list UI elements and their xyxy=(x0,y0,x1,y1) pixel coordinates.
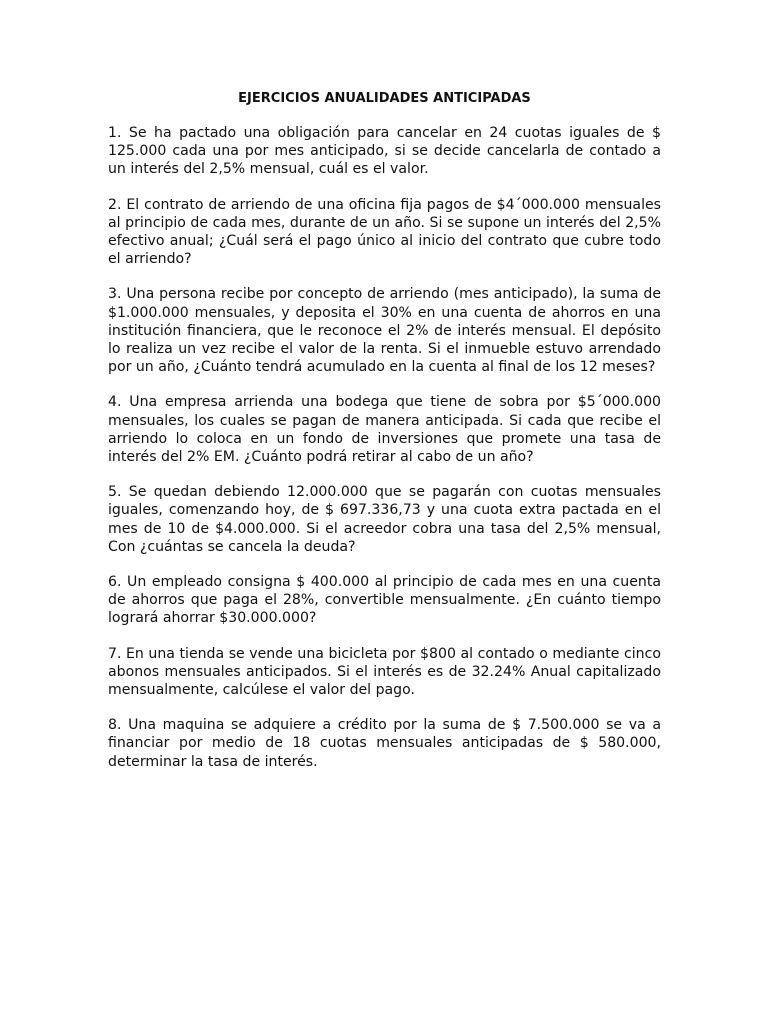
exercise-3: 3. Una persona recibe por concepto de arriendo (mes anticipado), la suma de $1.000.000 mensuales, y deposita el 30% en una cuenta de ahorros en una institución financiera, que le reconoce el 2% de interés mensual. El depósito lo realiza un vez recibe el valor de la renta. Si el inmueble estuvo arrendado por un año, ¿Cuánto tendrá acumulado en la cuenta al final de los 12 meses? xyxy=(108,286,661,376)
exercise-7: 7. En una tienda se vende una bicicleta por $800 al contado o mediante cinco abonos mensuales anticipados. Si el interés es de 32.24% Anual capitalizado mensualmente, calcúlese el valor del pago. xyxy=(108,645,661,699)
exercise-5: 5. Se quedan debiendo 12.000.000 que se pagarán con cuotas mensuales iguales, comenzando hoy, de $ 697.336,73 y una cuota extra pactada en el mes de 10 de $4.000.000. Si el acreedor cobra una tasa del 2,5% mensual, Con ¿cuántas se cancela la deuda? xyxy=(108,484,661,555)
exercise-8: 8. Una maquina se adquiere a crédito por la suma de $ 7.500.000 se va a financiar por medio de 18 cuotas mensuales anticipadas de $ 580.000, determinar la tasa de interés. xyxy=(108,717,661,770)
exercise-1: 1. Se ha pactado una obligación para cancelar en 24 cuotas iguales de $ 125.000 cada una por mes anticipado, si se decide cancelarla de contado a un interés del 2,5% mensual, cuál es el valor. xyxy=(108,125,661,178)
exercise-4: 4. Una empresa arrienda una bodega que tiene de sobra por $5´000.000 mensuales, los cuales se pagan de manera anticipada. Si cada que recibe el arriendo lo coloca en un fondo de inversiones que promete una tasa de interés del 2% EM. ¿Cuánto podrá retirar al cabo de un año? xyxy=(108,394,661,466)
exercise-6: 6. Un empleado consigna $ 400.000 al principio de cada mes en una cuenta de ahorros que paga el 28%, convertible mensualmente. ¿En cuánto tiempo logrará ahorrar $30.000.000? xyxy=(108,574,661,627)
exercise-2: 2. El contrato de arriendo de una oficina fija pagos de $4´000.000 mensuales al principio de cada mes, durante de un año. Si se supone un interés del 2,5% efectivo anual; ¿Cuál será el pago único al inicio del contrato que cubre todo el arriendo? xyxy=(108,196,661,268)
document-title: EJERCICIOS ANUALIDADES ANTICIPADAS xyxy=(238,91,531,106)
document-page xyxy=(108,90,661,788)
